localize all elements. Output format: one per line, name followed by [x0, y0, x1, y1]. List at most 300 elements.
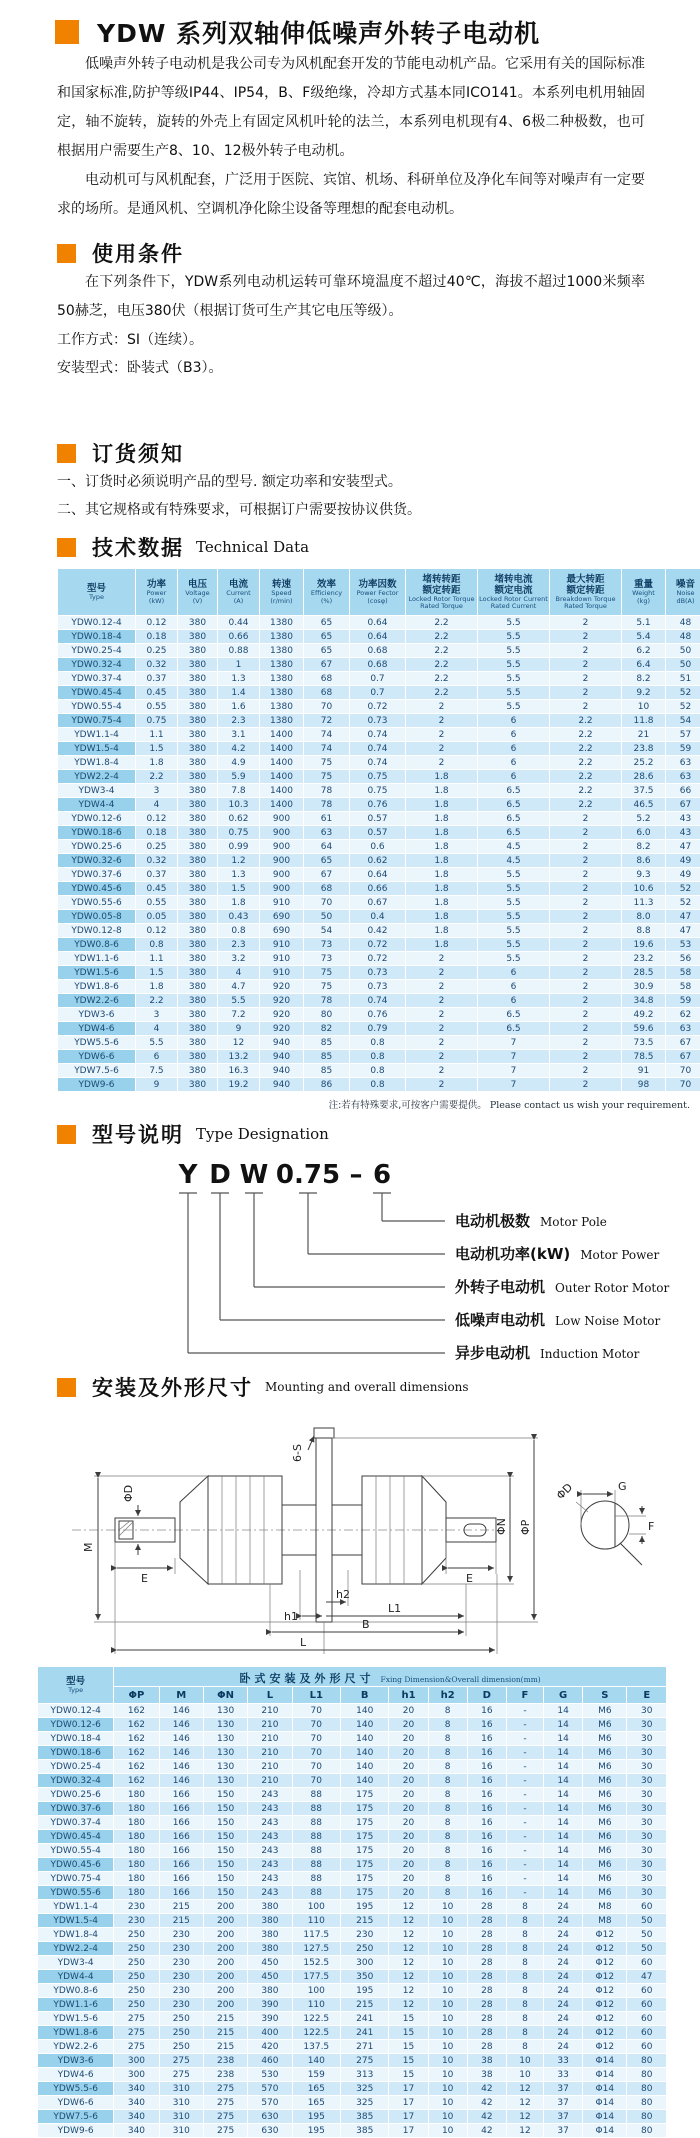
value-cell: 215 — [341, 1914, 389, 1928]
type-code-part: 0.75 — [276, 1160, 340, 1190]
value-cell: 570 — [248, 2096, 292, 2110]
mounting-subtitle: Mounting and overall dimensions — [265, 1380, 469, 1394]
dim-l: L — [300, 1636, 307, 1649]
value-cell: 243 — [248, 1858, 292, 1872]
value-cell: 30 — [627, 1774, 667, 1788]
value-cell: 300 — [114, 2054, 159, 2068]
value-cell: 11.3 — [622, 896, 666, 910]
column-header: L1 — [292, 1687, 340, 1704]
model-cell: YDW2.2-4 — [58, 770, 136, 784]
value-cell: 310 — [159, 2082, 203, 2096]
value-cell: 200 — [203, 1956, 247, 1970]
value-cell: 12 — [506, 2096, 543, 2110]
model-cell: YDW9-6 — [58, 1078, 136, 1092]
value-cell: 50 — [666, 658, 700, 672]
value-cell: 630 — [248, 2110, 292, 2124]
value-cell: 70 — [292, 1746, 340, 1760]
value-cell: 5.5 — [478, 924, 550, 938]
value-cell: 380 — [178, 826, 218, 840]
value-cell: 180 — [114, 1830, 159, 1844]
value-cell: 380 — [178, 1036, 218, 1050]
value-cell: 38 — [467, 2068, 506, 2082]
value-cell: 140 — [341, 1718, 389, 1732]
value-cell: 15 — [389, 2068, 428, 2082]
value-cell: 460 — [248, 2054, 292, 2068]
value-cell: 159 — [292, 2068, 340, 2082]
value-cell: 243 — [248, 1886, 292, 1900]
value-cell: 16 — [467, 1872, 506, 1886]
value-cell: 146 — [159, 1732, 203, 1746]
value-cell: 146 — [159, 1760, 203, 1774]
value-cell: 340 — [114, 2124, 159, 2138]
dim-l1: L1 — [388, 1602, 401, 1615]
value-cell: 12 — [506, 2124, 543, 2138]
value-cell: 5.5 — [478, 686, 550, 700]
column-header: D — [467, 1687, 506, 1704]
model-cell: YDW1.1-4 — [58, 728, 136, 742]
value-cell: 2 — [550, 924, 622, 938]
value-cell: 380 — [178, 798, 218, 812]
value-cell: 17 — [389, 2082, 428, 2096]
value-cell: 58 — [666, 966, 700, 980]
model-cell: YDW2.2-6 — [58, 994, 136, 1008]
value-cell: 1.8 — [406, 896, 478, 910]
model-cell: YDW0.55-6 — [58, 896, 136, 910]
value-cell: 17 — [389, 2096, 428, 2110]
value-cell: 10 — [428, 2012, 467, 2026]
table-row — [38, 1774, 667, 1788]
value-cell: 8 — [428, 1774, 467, 1788]
value-cell: 0.66 — [218, 630, 260, 644]
value-cell: 16 — [467, 1830, 506, 1844]
value-cell: 12 — [389, 1942, 428, 1956]
value-cell: 86 — [304, 1078, 350, 1092]
value-cell: 1.6 — [218, 700, 260, 714]
value-cell: 2.2 — [550, 770, 622, 784]
value-cell: 5.5 — [478, 658, 550, 672]
value-cell: 1.8 — [406, 798, 478, 812]
value-cell: 690 — [260, 924, 304, 938]
value-cell: 20 — [389, 1886, 428, 1900]
value-cell: 65 — [304, 630, 350, 644]
value-cell: 130 — [203, 1718, 247, 1732]
value-cell: 2 — [406, 714, 478, 728]
table-row — [38, 1816, 667, 1830]
value-cell: 10 — [428, 2110, 467, 2124]
value-cell: 14 — [544, 1816, 583, 1830]
value-cell: 900 — [260, 812, 304, 826]
value-cell: 6.4 — [622, 658, 666, 672]
value-cell: 7 — [478, 1050, 550, 1064]
value-cell: 9.3 — [622, 868, 666, 882]
value-cell: 49.2 — [622, 1008, 666, 1022]
value-cell: 1.8 — [406, 938, 478, 952]
column-header: F — [506, 1687, 543, 1704]
value-cell: 2 — [550, 1036, 622, 1050]
value-cell: 15 — [389, 2040, 428, 2054]
value-cell: 10 — [428, 2068, 467, 2082]
value-cell: 8 — [506, 1914, 543, 1928]
value-cell: 8 — [506, 1928, 543, 1942]
value-cell: 1380 — [260, 672, 304, 686]
value-cell: 243 — [248, 1816, 292, 1830]
value-cell: 1.8 — [406, 882, 478, 896]
model-cell: YDW0.05-8 — [58, 910, 136, 924]
value-cell: 1.8 — [136, 756, 178, 770]
value-cell: M6 — [583, 1816, 627, 1830]
value-cell: 910 — [260, 896, 304, 910]
value-cell: 340 — [114, 2096, 159, 2110]
table-row — [58, 1008, 700, 1022]
value-cell: 14 — [544, 1844, 583, 1858]
value-cell: 12 — [506, 2110, 543, 2124]
table-row — [38, 1802, 667, 1816]
value-cell: 28 — [467, 1914, 506, 1928]
value-cell: 14 — [544, 1774, 583, 1788]
value-cell: 200 — [203, 1970, 247, 1984]
value-cell: 380 — [178, 616, 218, 630]
table-row — [58, 644, 700, 658]
value-cell: 8 — [506, 1942, 543, 1956]
column-header: h2 — [428, 1687, 467, 1704]
value-cell: 2 — [406, 700, 478, 714]
value-cell: 30 — [627, 1858, 667, 1872]
value-cell: 0.37 — [136, 868, 178, 882]
table-row — [58, 784, 700, 798]
value-cell: - — [506, 1788, 543, 1802]
table-row — [58, 980, 700, 994]
table-row — [38, 1858, 667, 1872]
value-cell: 5.5 — [478, 630, 550, 644]
value-cell: M6 — [583, 1746, 627, 1760]
table-row — [38, 1956, 667, 1970]
model-cell: YDW3-4 — [38, 1956, 114, 1970]
value-cell: 1.5 — [136, 966, 178, 980]
value-cell: 75 — [304, 770, 350, 784]
value-cell: 6.5 — [478, 1008, 550, 1022]
value-cell: Φ12 — [583, 1942, 627, 1956]
model-cell: YDW6-6 — [38, 2096, 114, 2110]
value-cell: 63 — [304, 826, 350, 840]
column-header: G — [544, 1687, 583, 1704]
value-cell: 215 — [203, 2026, 247, 2040]
value-cell: 42 — [467, 2096, 506, 2110]
model-cell: YDW0.8-6 — [38, 1984, 114, 1998]
value-cell: 17 — [389, 2110, 428, 2124]
table-note — [0, 1097, 690, 1111]
value-cell: M6 — [583, 1774, 627, 1788]
table-row — [58, 756, 700, 770]
value-cell: 2 — [406, 756, 478, 770]
column-header: 转速 Speed (r/min) — [260, 569, 304, 616]
value-cell: 0.8 — [350, 1078, 406, 1092]
value-cell: 91 — [622, 1064, 666, 1078]
value-cell: 9.2 — [622, 686, 666, 700]
value-cell: 2 — [550, 672, 622, 686]
value-cell: 920 — [260, 980, 304, 994]
model-cell: YDW1.8-4 — [38, 1928, 114, 1942]
table-row — [58, 854, 700, 868]
value-cell: 28 — [467, 1998, 506, 2012]
usage-paragraph: 在下列条件下，YDW系列电动机运转可靠环境温度不超过40℃，海拔不超过1000米频率50赫芝，电压380伏（根据订货可生产其它电压等级）。 — [57, 268, 645, 326]
value-cell: 54 — [304, 924, 350, 938]
ordering-title: 订货须知 — [92, 438, 184, 468]
value-cell: 2 — [550, 826, 622, 840]
value-cell: 0.62 — [218, 812, 260, 826]
value-cell: 6.5 — [478, 826, 550, 840]
value-cell: 6.5 — [478, 812, 550, 826]
value-cell: 37.5 — [622, 784, 666, 798]
value-cell: 10 — [428, 2054, 467, 2068]
value-cell: Φ12 — [583, 1984, 627, 1998]
value-cell: 150 — [203, 1872, 247, 1886]
value-cell: 1380 — [260, 616, 304, 630]
column-header: 重量 Weight (kg) — [622, 569, 666, 616]
value-cell: M6 — [583, 1886, 627, 1900]
value-cell: 380 — [178, 658, 218, 672]
value-cell: 0.05 — [136, 910, 178, 924]
value-cell: M6 — [583, 1858, 627, 1872]
column-header: B — [341, 1687, 389, 1704]
model-cell: YDW0.18-6 — [38, 1746, 114, 1760]
value-cell: 1380 — [260, 700, 304, 714]
value-cell: 130 — [203, 1774, 247, 1788]
value-cell: 5.5 — [136, 1036, 178, 1050]
value-cell: 43 — [666, 826, 700, 840]
value-cell: 16 — [467, 1746, 506, 1760]
value-cell: 68 — [304, 882, 350, 896]
value-cell: 100 — [292, 1984, 340, 1998]
model-cell: YDW1.8-6 — [58, 980, 136, 994]
value-cell: 380 — [248, 1942, 292, 1956]
value-cell: 2 — [406, 994, 478, 1008]
value-cell: 0.25 — [136, 644, 178, 658]
value-cell: 2 — [550, 630, 622, 644]
value-cell: 65 — [304, 854, 350, 868]
value-cell: 0.75 — [350, 770, 406, 784]
value-cell: M6 — [583, 1732, 627, 1746]
value-cell: 0.8 — [136, 938, 178, 952]
value-cell: 50 — [304, 910, 350, 924]
value-cell: 30 — [627, 1788, 667, 1802]
table-row — [38, 1914, 667, 1928]
value-cell: 1.5 — [136, 742, 178, 756]
type-label: 低噪声电动机 Low Noise Motor — [455, 1311, 660, 1329]
value-cell: 11.8 — [622, 714, 666, 728]
section-bullet-icon — [57, 538, 76, 557]
dim-e-right: E — [466, 1572, 473, 1585]
value-cell: 250 — [114, 1998, 159, 2012]
type-designation-diagram — [60, 1159, 680, 1364]
value-cell: 1.5 — [218, 882, 260, 896]
value-cell: - — [506, 1732, 543, 1746]
value-cell: 50 — [627, 1928, 667, 1942]
value-cell: Φ12 — [583, 1998, 627, 2012]
value-cell: 74 — [304, 742, 350, 756]
value-cell: - — [506, 1760, 543, 1774]
value-cell: 48 — [666, 616, 700, 630]
value-cell: Φ14 — [583, 2110, 627, 2124]
value-cell: 28 — [467, 2026, 506, 2040]
value-cell: 78 — [304, 798, 350, 812]
model-cell: YDW0.18-4 — [58, 630, 136, 644]
value-cell: 0.4 — [350, 910, 406, 924]
column-header: 型号 Type — [58, 569, 136, 616]
value-cell: 1.8 — [406, 924, 478, 938]
value-cell: 12 — [389, 1984, 428, 1998]
value-cell: 8 — [506, 1998, 543, 2012]
value-cell: 2 — [550, 686, 622, 700]
value-cell: 65 — [304, 644, 350, 658]
value-cell: 2.2 — [406, 644, 478, 658]
value-cell: 3 — [136, 784, 178, 798]
model-cell: YDW0.32-4 — [38, 1774, 114, 1788]
value-cell: 230 — [159, 1928, 203, 1942]
model-cell: YDW1.5-6 — [58, 966, 136, 980]
value-cell: 2.2 — [406, 672, 478, 686]
value-cell: 1.3 — [218, 672, 260, 686]
mount-type-line: 安装型式：卧装式（B3）。 — [57, 354, 645, 382]
model-cell: YDW2.2-6 — [38, 2040, 114, 2054]
value-cell: 0.45 — [136, 686, 178, 700]
value-cell: 166 — [159, 1816, 203, 1830]
value-cell: 14 — [544, 1886, 583, 1900]
value-cell: 88 — [292, 1830, 340, 1844]
value-cell: 0.32 — [136, 854, 178, 868]
value-cell: 250 — [159, 2040, 203, 2054]
value-cell: 1380 — [260, 630, 304, 644]
value-cell: 1.8 — [406, 826, 478, 840]
value-cell: 12 — [389, 1970, 428, 1984]
value-cell: 250 — [114, 1984, 159, 1998]
span-header: 卧式安装及外形尺寸 Fxing Dimension&Overall dimension(mm) — [114, 1667, 667, 1687]
model-cell: YDW1.1-6 — [38, 1998, 114, 2012]
value-cell: 37 — [544, 2124, 583, 2138]
column-header: h1 — [389, 1687, 428, 1704]
value-cell: 54 — [666, 714, 700, 728]
value-cell: 1400 — [260, 742, 304, 756]
value-cell: 14 — [544, 1732, 583, 1746]
value-cell: 2 — [550, 840, 622, 854]
table-row — [58, 896, 700, 910]
value-cell: 8 — [428, 1858, 467, 1872]
value-cell: 140 — [292, 2054, 340, 2068]
model-cell: YDW0.45-6 — [58, 882, 136, 896]
value-cell: 250 — [159, 2026, 203, 2040]
value-cell: 150 — [203, 1886, 247, 1900]
value-cell: 4.5 — [478, 840, 550, 854]
table-row — [38, 1746, 667, 1760]
value-cell: 2 — [550, 1050, 622, 1064]
value-cell: M6 — [583, 1718, 627, 1732]
value-cell: 64 — [304, 840, 350, 854]
value-cell: 380 — [178, 924, 218, 938]
column-header: 堵转转距 额定转距 Locked Rotor Torque Rated Torque — [406, 569, 478, 616]
column-header: 电压 Voltage (V) — [178, 569, 218, 616]
value-cell: 920 — [260, 994, 304, 1008]
value-cell: 80 — [627, 2110, 667, 2124]
value-cell: 1.1 — [136, 728, 178, 742]
value-cell: 130 — [203, 1746, 247, 1760]
value-cell: 49 — [666, 854, 700, 868]
value-cell: 9 — [218, 1022, 260, 1036]
table-row — [38, 1872, 667, 1886]
value-cell: 65 — [304, 616, 350, 630]
model-cell: YDW0.8-6 — [58, 938, 136, 952]
value-cell: 20 — [389, 1704, 428, 1718]
value-cell: 275 — [114, 2040, 159, 2054]
value-cell: 175 — [341, 1788, 389, 1802]
value-cell: 380 — [178, 994, 218, 1008]
value-cell: 60 — [627, 1998, 667, 2012]
value-cell: Φ14 — [583, 2082, 627, 2096]
dim-h1: h1 — [284, 1610, 298, 1623]
value-cell: 390 — [248, 1998, 292, 2012]
value-cell: 28 — [467, 1928, 506, 1942]
value-cell: 10 — [428, 2124, 467, 2138]
value-cell: 58 — [666, 980, 700, 994]
value-cell: Φ14 — [583, 2054, 627, 2068]
value-cell: 2 — [550, 896, 622, 910]
value-cell: 180 — [114, 1872, 159, 1886]
value-cell: 59.6 — [622, 1022, 666, 1036]
value-cell: 310 — [159, 2096, 203, 2110]
value-cell: 140 — [341, 1760, 389, 1774]
value-cell: 200 — [203, 1942, 247, 1956]
model-cell: YDW0.32-6 — [58, 854, 136, 868]
value-cell: 8 — [506, 1956, 543, 1970]
column-header: E — [627, 1687, 667, 1704]
value-cell: 20 — [389, 1788, 428, 1802]
value-cell: 275 — [114, 2026, 159, 2040]
value-cell: 300 — [341, 1956, 389, 1970]
value-cell: 380 — [178, 742, 218, 756]
value-cell: 2 — [550, 938, 622, 952]
value-cell: 450 — [248, 1970, 292, 1984]
value-cell: 0.44 — [218, 616, 260, 630]
value-cell: 0.7 — [350, 672, 406, 686]
value-cell: 0.8 — [350, 1036, 406, 1050]
dim-f: F — [648, 1520, 654, 1533]
value-cell: 16.3 — [218, 1064, 260, 1078]
value-cell: 230 — [159, 1956, 203, 1970]
value-cell: 67 — [304, 658, 350, 672]
model-cell: YDW9-6 — [38, 2124, 114, 2138]
value-cell: 175 — [341, 1872, 389, 1886]
value-cell: 20 — [389, 1816, 428, 1830]
value-cell: 920 — [260, 1022, 304, 1036]
value-cell: 8 — [428, 1844, 467, 1858]
value-cell: 16 — [467, 1732, 506, 1746]
value-cell: 210 — [248, 1760, 292, 1774]
value-cell: 25.2 — [622, 756, 666, 770]
table-note-en: Please contact us wish your requirement. — [490, 1100, 690, 1111]
column-header: L — [248, 1687, 292, 1704]
value-cell: 0.75 — [218, 826, 260, 840]
value-cell: 0.6 — [350, 840, 406, 854]
value-cell: 230 — [159, 1970, 203, 1984]
model-cell: YDW0.12-6 — [38, 1718, 114, 1732]
value-cell: 6 — [478, 994, 550, 1008]
table-row — [58, 714, 700, 728]
model-cell: YDW4-4 — [58, 798, 136, 812]
value-cell: 14 — [544, 1872, 583, 1886]
value-cell: 0.55 — [136, 896, 178, 910]
table-row — [38, 1718, 667, 1732]
value-cell: 1400 — [260, 770, 304, 784]
model-cell: YDW0.75-4 — [58, 714, 136, 728]
value-cell: 6 — [478, 770, 550, 784]
